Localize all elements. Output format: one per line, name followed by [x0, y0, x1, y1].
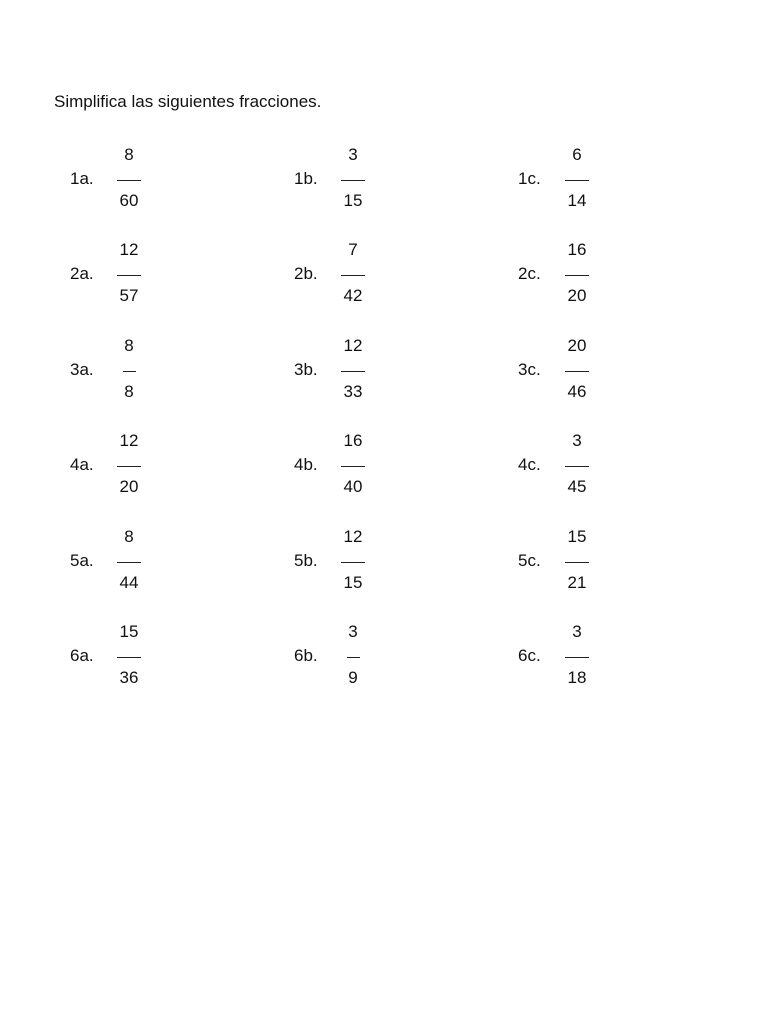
- fraction-bar: [341, 562, 365, 563]
- problem-label: 3a.: [70, 360, 94, 379]
- fraction-bar: [117, 275, 141, 276]
- fraction: [116, 145, 142, 215]
- problem-label: 3c.: [518, 360, 541, 379]
- problem-label: 1a.: [70, 169, 94, 188]
- fraction: [116, 527, 142, 597]
- fraction: [564, 431, 590, 501]
- problem-4a: [54, 431, 214, 501]
- problem-2c: [502, 240, 662, 310]
- problem-label: 5b.: [294, 551, 318, 570]
- fraction-bar: [123, 371, 136, 372]
- fraction-denominator: 45: [567, 477, 587, 496]
- problem-label: 2b.: [294, 264, 318, 283]
- problem-label: 6a.: [70, 646, 94, 665]
- fraction-bar: [565, 180, 589, 181]
- fraction: [564, 240, 590, 310]
- fraction-bar: [341, 371, 365, 372]
- fraction-bar: [341, 275, 365, 276]
- fraction-numerator: 16: [567, 240, 587, 259]
- fraction-denominator: 20: [119, 477, 139, 496]
- problem-3b: [278, 336, 438, 406]
- fraction-bar: [565, 466, 589, 467]
- fraction-denominator: 40: [343, 477, 363, 496]
- fraction-numerator: 7: [348, 240, 358, 259]
- problem-label: 4b.: [294, 455, 318, 474]
- fraction: [564, 145, 590, 215]
- problem-3a: [54, 336, 214, 406]
- fraction-numerator: 3: [572, 431, 582, 450]
- fraction-numerator: 12: [119, 431, 139, 450]
- fraction-bar: [117, 562, 141, 563]
- fraction-numerator: 15: [567, 527, 587, 546]
- problem-label: 3b.: [294, 360, 318, 379]
- fraction: [116, 336, 142, 406]
- fraction-denominator: 44: [119, 573, 139, 592]
- fraction: [116, 240, 142, 310]
- problem-label: 6c.: [518, 646, 541, 665]
- fraction-denominator: 9: [348, 668, 358, 687]
- problem-label: 2c.: [518, 264, 541, 283]
- fraction-bar: [117, 180, 141, 181]
- fraction-numerator: 16: [343, 431, 363, 450]
- fraction-numerator: 3: [348, 622, 358, 641]
- problem-label: 5c.: [518, 551, 541, 570]
- fraction-denominator: 60: [119, 191, 139, 210]
- fraction-numerator: 20: [567, 336, 587, 355]
- fraction-bar: [565, 275, 589, 276]
- problem-5a: [54, 527, 214, 597]
- fraction-denominator: 36: [119, 668, 139, 687]
- problem-4c: [502, 431, 662, 501]
- problem-5b: [278, 527, 438, 597]
- problem-5c: [502, 527, 662, 597]
- fraction-numerator: 8: [124, 336, 134, 355]
- fraction: [340, 622, 366, 692]
- fraction-denominator: 20: [567, 286, 587, 305]
- problem-label: 4c.: [518, 455, 541, 474]
- fraction-denominator: 8: [124, 382, 134, 401]
- fraction: [340, 145, 366, 215]
- fraction-bar: [565, 562, 589, 563]
- fraction-denominator: 42: [343, 286, 363, 305]
- fraction-numerator: 12: [343, 336, 363, 355]
- fraction-numerator: 8: [124, 527, 134, 546]
- fraction-numerator: 3: [572, 622, 582, 641]
- fraction-denominator: 46: [567, 382, 587, 401]
- problem-6b: [278, 622, 438, 692]
- fraction-numerator: 6: [572, 145, 582, 164]
- problem-1a: [54, 145, 214, 215]
- problem-label: 5a.: [70, 551, 94, 570]
- fraction-denominator: 21: [567, 573, 587, 592]
- problem-6c: [502, 622, 662, 692]
- fraction-bar: [341, 466, 365, 467]
- problem-label: 2a.: [70, 264, 94, 283]
- fraction-numerator: 15: [119, 622, 139, 641]
- problem-6a: [54, 622, 214, 692]
- fraction-denominator: 15: [343, 573, 363, 592]
- fraction-bar: [117, 657, 141, 658]
- fraction-bar: [565, 371, 589, 372]
- problem-label: 1c.: [518, 169, 541, 188]
- problem-1c: [502, 145, 662, 215]
- fraction-numerator: 12: [119, 240, 139, 259]
- problem-label: 4a.: [70, 455, 94, 474]
- fraction: [340, 431, 366, 501]
- fraction-numerator: 12: [343, 527, 363, 546]
- fraction: [564, 336, 590, 406]
- fraction: [340, 336, 366, 406]
- fraction-denominator: 33: [343, 382, 363, 401]
- fraction-numerator: 8: [124, 145, 134, 164]
- fraction-denominator: 18: [567, 668, 587, 687]
- fraction: [564, 527, 590, 597]
- instructions-text: Simplifica las siguientes fracciones.: [54, 92, 322, 111]
- problem-4b: [278, 431, 438, 501]
- fraction-numerator: 3: [348, 145, 358, 164]
- fraction-denominator: 57: [119, 286, 139, 305]
- fraction-bar: [117, 466, 141, 467]
- problem-2a: [54, 240, 214, 310]
- fraction-denominator: 15: [343, 191, 363, 210]
- problem-2b: [278, 240, 438, 310]
- problem-label: 6b.: [294, 646, 318, 665]
- fraction: [340, 240, 366, 310]
- problem-1b: [278, 145, 438, 215]
- fraction-bar: [565, 657, 589, 658]
- fraction: [564, 622, 590, 692]
- fraction: [340, 527, 366, 597]
- fraction-bar: [341, 180, 365, 181]
- fraction: [116, 622, 142, 692]
- problem-label: 1b.: [294, 169, 318, 188]
- fraction-denominator: 14: [567, 191, 587, 210]
- problem-3c: [502, 336, 662, 406]
- fraction-bar: [347, 657, 360, 658]
- fraction: [116, 431, 142, 501]
